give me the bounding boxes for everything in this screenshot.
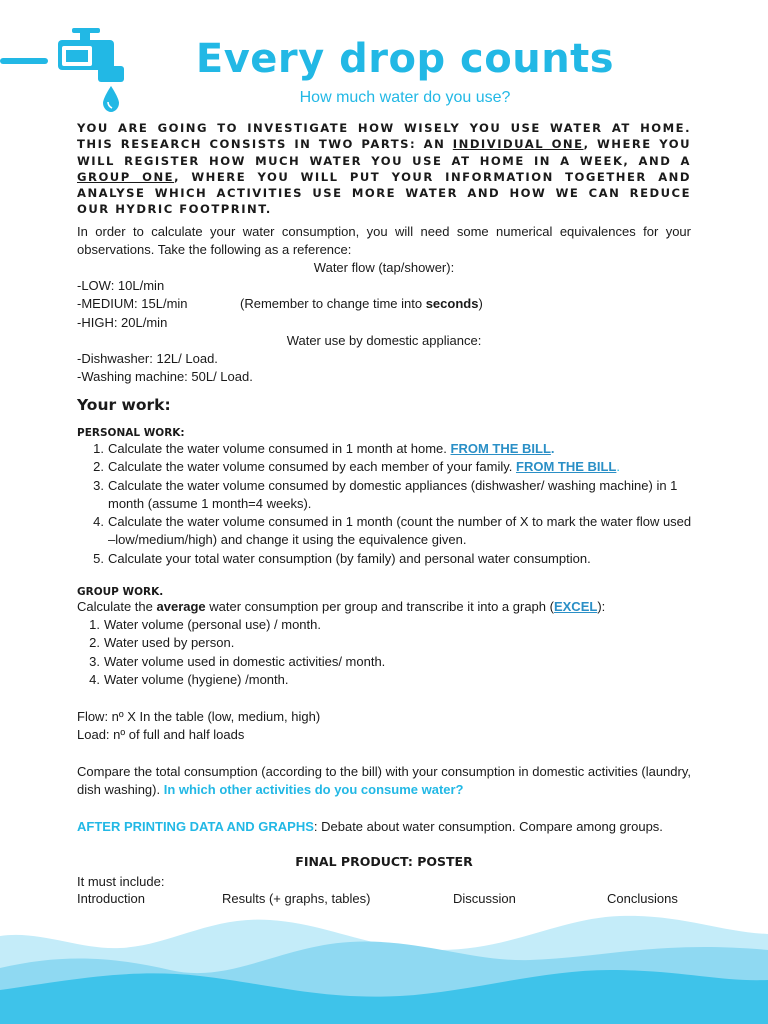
intro-paragraph: YOU ARE GOING TO INVESTIGATE HOW WISELY YOU USE WATER AT HOME. THIS RESEARCH CONSISTS IN TWO PARTS: AN INDIVIDUAL ONE, WHERE YOU WILL REGISTER HOW MUCH WATER YOU USE AT HOME IN A WEEK, AND A GROUP ONE, WHERE YOU WILL PUT YOUR INFORMATION TOGETHER AND ANALYSE WHICH ACTIVITIES USE MORE WATER AND HOW WE CAN REDUCE OUR HYDRIC FOOTPRINT.	[77, 121, 691, 217]
section-results: Results (+ graphs, tables)	[222, 891, 371, 906]
flow-heading: Water flow (tap/shower):	[313, 260, 455, 275]
personal-work-list	[77, 440, 697, 568]
section-discussion: Discussion	[453, 891, 516, 906]
group-work-list	[77, 616, 697, 689]
group-intro: Calculate the average water consumption per group and transcribe it into a graph (EXCEL):	[77, 599, 606, 614]
page-title: Every drop counts	[195, 36, 615, 82]
page-subtitle: How much water do you use?	[299, 89, 511, 106]
washing-machine-ref: -Washing machine: 50L/ Load.	[77, 369, 253, 384]
list-item: 1. Water volume (personal use) / month.	[89, 617, 321, 632]
section-introduction: Introduction	[77, 891, 145, 906]
load-note: Load: nº of full and half loads	[77, 727, 245, 742]
list-item: 2. Water used by person.	[89, 635, 235, 651]
list-item: 4. Water volume (hygiene) /month.	[89, 671, 289, 687]
after-printing-paragraph: AFTER PRINTING DATA AND GRAPHS: Debate about water consumption. Compare among groups.	[77, 819, 663, 834]
flow-low: -LOW: 10L/min	[77, 278, 165, 293]
from-the-bill-link[interactable]: FROM THE BILL	[450, 441, 551, 456]
dishwasher-ref: -Dishwasher: 12L/ Load.	[77, 351, 218, 366]
reference-paragraph: In order to calculate your water consumption, you will need some numerical equivalences for your observations. Take the following as a reference:	[77, 224, 691, 258]
group-one: GROUP ONE	[77, 169, 175, 184]
remember-note: (Remember to change time into seconds)	[240, 296, 483, 311]
list-item: 2. Calculate the water volume consumed by each member of your family. FROM THE BILL.	[93, 459, 621, 475]
list-item: 1. Calculate the water volume consumed in 1 month at home. FROM THE BILL.	[93, 441, 555, 456]
poster-sections	[0, 891, 768, 911]
individual-one: INDIVIDUAL ONE	[452, 137, 584, 152]
group-work-heading: GROUP WORK.	[77, 586, 164, 598]
final-product-heading: FINAL PRODUCT: POSTER	[295, 854, 473, 869]
must-include: It must include:	[77, 874, 165, 889]
list-item: 5. Calculate your total water consumption (by family) and personal water consumption.	[93, 550, 591, 566]
compare-paragraph: Compare the total consumption (according to the bill) with your consumption in domestic activities (laundry, dish washing). In which other activities do you consume water?	[77, 764, 691, 798]
wave-decoration	[0, 910, 768, 1024]
flow-note: Flow: nº X In the table (low, medium, high)	[77, 709, 321, 724]
list-item: 4. Calculate the water volume consumed in 1 month (count the number of X to mark the water flow used –low/medium/high) and change it using the equivalence given.	[93, 514, 692, 548]
personal-work-heading: PERSONAL WORK:	[77, 427, 185, 439]
section-conclusions: Conclusions	[607, 891, 678, 906]
from-the-bill-link[interactable]: FROM THE BILL	[516, 459, 617, 475]
list-item: 3. Water volume used in domestic activities/ month.	[89, 653, 386, 669]
flow-medium: -MEDIUM: 15L/min	[77, 296, 188, 311]
excel-link[interactable]: EXCEL	[553, 599, 598, 614]
list-item: 3. Calculate the water volume consumed by domestic appliances (dishwasher/ washing machine) in 1 month (assume 1 month=4 weeks).	[93, 477, 678, 511]
appliance-heading: Water use by domestic appliance:	[286, 333, 482, 348]
your-work-heading: Your work:	[77, 396, 171, 414]
flow-high: -HIGH: 20L/min	[77, 315, 168, 330]
